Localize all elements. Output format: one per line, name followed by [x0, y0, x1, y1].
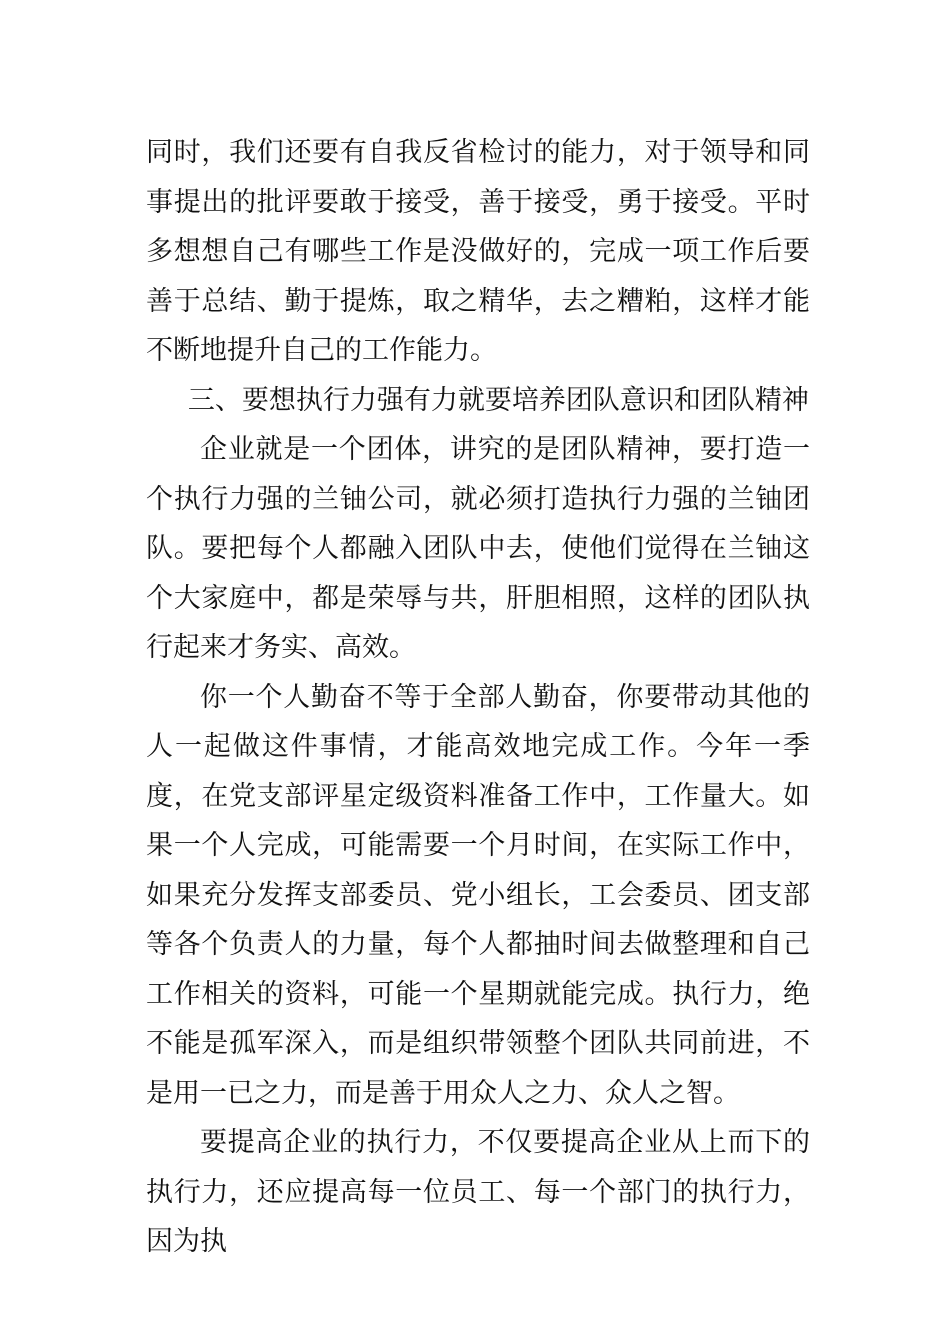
paragraph: 你一个人勤奋不等于全部人勤奋，你要带动其他的人一起做这件事情，才能高效地完成工作。今年一季度，在党支部评星定级资料准备工作中，工作量大。如果一个人完成，可能需要一个月时间，在实际工作中，如果充分发挥支部委员、党小组长，工会委员、团支部等各个负责人的力量，每个人都抽时间去做整理和自己工作相关的资料，可能一个星期就能完成。执行力，绝不能是孤军深入，而是组织带领整个团队共同前进，不是用一已之力，而是善于用众人之力、众人之智。 — [146, 681, 810, 1109]
document-body — [146, 128, 810, 1267]
paragraph-continuation: 同时，我们还要有自我反省检讨的能力，对于领导和同事提出的批评要敢于接受，善于接受，勇于接受。平时多想想自己有哪些工作是没做好的，完成一项工作后要善于总结、勤于提炼，取之精华，去之糟粕，这样才能不断地提升自己的工作能力。 — [146, 137, 810, 366]
paragraph: 企业就是一个团体，讲究的是团队精神，要打造一个执行力强的兰铀公司，就必须打造执行力强的兰铀团队。要把每个人都融入团队中去，使他们觉得在兰铀这个大家庭中，都是荣辱与共，肝胆相照，这样的团队执行起来才务实、高效。 — [146, 434, 810, 663]
paragraph: 要提高企业的执行力，不仅要提高企业从上而下的执行力，还应提高每一位员工、每一个部门的执行力，因为执 — [146, 1127, 810, 1257]
section-heading: 三、要想执行力强有力就要培养团队意识和团队精神 — [187, 384, 809, 416]
